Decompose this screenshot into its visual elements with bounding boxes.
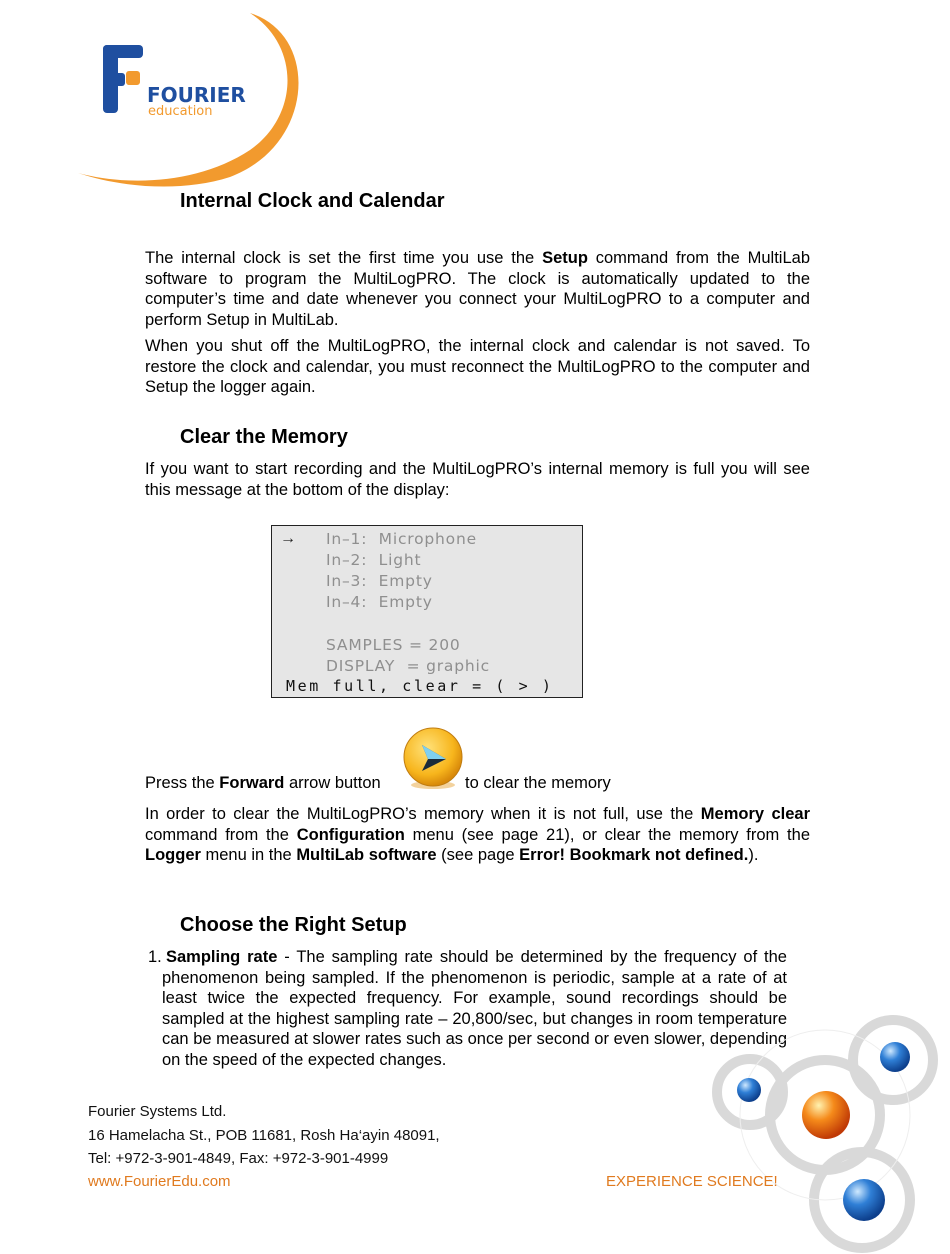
display-line: In–4: Empty (326, 593, 433, 611)
display-cursor-arrow: → (280, 530, 296, 547)
display-line: DISPLAY = graphic (326, 657, 490, 675)
footer-phone: Tel: +972-3-901-4849, Fax: +972-3-901-4999 (88, 1150, 389, 1167)
display-status-line: Mem full, clear = ( > ) (286, 677, 554, 695)
display-line: SAMPLES = 200 (326, 636, 461, 654)
display-line: In–2: Light (326, 551, 422, 569)
footer-address: 16 Hamelacha St., POB 11681, Rosh Ha‘ayin 48091, (88, 1127, 440, 1144)
clock-paragraph-2: When you shut off the MultiLogPRO, the internal clock and calendar is not saved. To restore the clock and calendar, you must reconnect the MultiLogPRO to the computer and Setup the logger again. (145, 337, 810, 396)
list-item-number: 1. (148, 948, 162, 966)
list-item (145, 947, 787, 1070)
logger-display (271, 525, 583, 698)
footer-website-link[interactable]: www.FourierEdu.com (88, 1173, 231, 1190)
fourier-education-logo (60, 5, 320, 195)
setup-list (145, 947, 787, 1070)
memory-paragraph-2: In order to clear the MultiLogPRO’s memory when it is not full, use the Memory clear command from the Configuration menu (see page 21), or clear the memory from the Logger menu in the MultiLab software (see page Error! Bookmark not defined.). (145, 805, 811, 864)
list-item-text: Sampling rate - The sampling rate should be determined by the frequency of the phenomenon being sampled. If the phenomenon is periodic, sample at a rate of at least twice the expected frequency. For example, sound recordings should be sampled at the highest sampling rate – 20,800/sec, but changes in room temperature can be measured at slower rates such as once per second or even slower, depending on the speed of the expected changes. (162, 948, 787, 1069)
footer-company: Fourier Systems Ltd. (88, 1103, 227, 1120)
forward-arrow-button-icon (402, 727, 464, 791)
footer-slogan: EXPERIENCE SCIENCE! (606, 1173, 778, 1190)
press-forward-text-end: to clear the memory (465, 774, 611, 792)
molecule-decoration-icon (705, 1005, 950, 1254)
logo-sub-text: education (148, 104, 213, 119)
logo-brand-text: FOURIER (147, 83, 246, 107)
section-title-memory: Clear the Memory (180, 426, 348, 448)
press-forward-text: Press the Forward arrow button (145, 774, 381, 792)
section-title-setup: Choose the Right Setup (180, 914, 407, 936)
memory-paragraph-1: If you want to start recording and the MultiLogPRO’s internal memory is full you will see this message at the bottom of the display: (145, 460, 810, 499)
display-line: In–1: Microphone (326, 530, 477, 548)
display-line: In–3: Empty (326, 572, 433, 590)
clock-paragraph-1: The internal clock is set the first time you use the Setup command from the MultiLab software to program the MultiLogPRO. The clock is automatically updated to the computer’s time and date whenever you connect your MultiLogPRO to a computer and perform Setup in MultiLab. (145, 249, 811, 329)
section-title-clock: Internal Clock and Calendar (180, 190, 445, 212)
